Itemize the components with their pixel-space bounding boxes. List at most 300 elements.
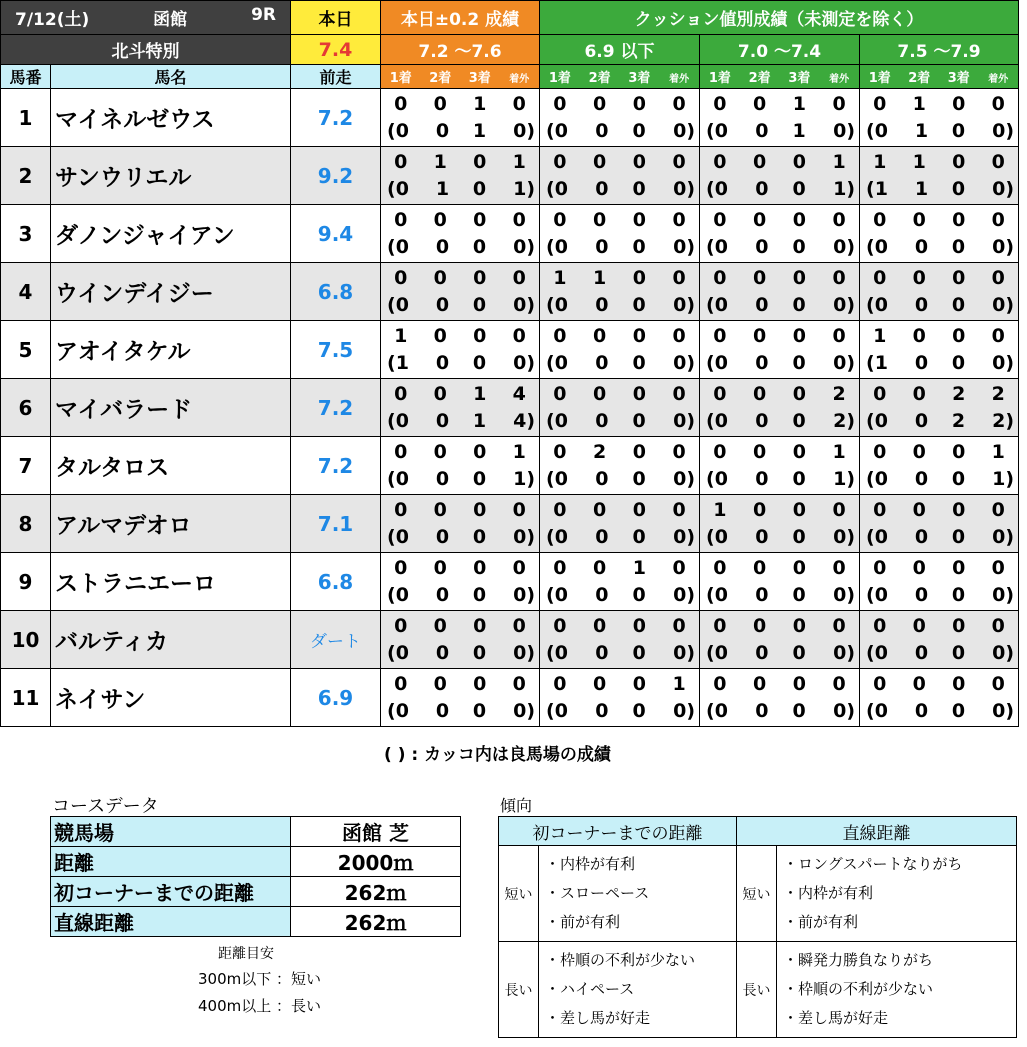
result-count xyxy=(461,524,498,551)
horse-number: 8 xyxy=(1,495,51,553)
count-value: 0 xyxy=(672,208,686,231)
count-value: 0 xyxy=(473,440,487,463)
result-count xyxy=(580,207,620,234)
result-count xyxy=(583,408,620,435)
result-count xyxy=(583,698,620,725)
count-value: 1 xyxy=(395,351,409,374)
result-count xyxy=(540,91,580,118)
count-value: 0 xyxy=(435,525,450,548)
count-value: 0 xyxy=(593,208,607,231)
result-count: (0 xyxy=(546,583,568,606)
result-group-4 xyxy=(860,553,1019,611)
count-value: 0 xyxy=(673,641,687,664)
count-value: 0 xyxy=(595,583,609,606)
result-count xyxy=(781,234,818,261)
result-count xyxy=(903,234,940,261)
result-count xyxy=(460,671,500,698)
result-group-3 xyxy=(700,495,860,553)
tendency-title: 傾向 xyxy=(500,796,533,815)
results-good-track xyxy=(860,350,1018,377)
count-value: 0 xyxy=(554,583,568,606)
course-value: 2000ｍ xyxy=(291,847,461,877)
result-count: 0) xyxy=(833,699,855,722)
list-item: ・内枠が有利 xyxy=(783,884,874,902)
results-all xyxy=(860,671,1018,698)
result-count: 0) xyxy=(673,467,695,490)
count-value: 0 xyxy=(632,440,646,463)
result-count xyxy=(659,265,699,292)
result-count xyxy=(781,640,818,667)
result-count xyxy=(979,671,1019,698)
course-value: 函館 芝 xyxy=(291,817,461,847)
result-count xyxy=(781,698,818,725)
count-value: 0 xyxy=(395,467,409,490)
count-value: 2 xyxy=(951,409,966,432)
horse-number: 3 xyxy=(1,205,51,263)
count-value: 0 xyxy=(595,293,609,316)
table-row xyxy=(1,669,1019,727)
subcol-label: 着外 xyxy=(829,74,850,85)
result-count: (0 xyxy=(706,409,728,432)
result-count xyxy=(743,524,780,551)
result-count xyxy=(421,207,461,234)
result-count xyxy=(381,613,421,640)
result-count xyxy=(743,582,780,609)
result-count xyxy=(939,91,979,118)
count-value: 0 xyxy=(833,351,847,374)
count-value: 0 xyxy=(952,672,966,695)
count-value: 0 xyxy=(755,525,769,548)
count-value: 0 xyxy=(714,409,728,432)
result-count: (0 xyxy=(866,409,888,432)
count-value: 0 xyxy=(673,351,687,374)
result-count xyxy=(900,91,940,118)
count-value: 0 xyxy=(672,440,686,463)
count-value: 0 xyxy=(753,672,767,695)
count-value: 0 xyxy=(713,672,727,695)
count-value: 0 xyxy=(874,641,888,664)
count-value: 0 xyxy=(672,556,686,579)
subcol-label: 2着 xyxy=(429,71,452,86)
result-count: (0 xyxy=(387,641,409,664)
result-count xyxy=(540,207,580,234)
result-count xyxy=(580,613,620,640)
result-count xyxy=(461,640,498,667)
count-value: 0 xyxy=(513,525,527,548)
result-group-2 xyxy=(540,205,700,263)
result-count xyxy=(939,323,979,350)
count-value: 1 xyxy=(833,177,847,200)
subcol-label: 着外 xyxy=(669,74,690,85)
subcols-group-2 xyxy=(540,65,700,89)
result-count: (0 xyxy=(706,467,728,490)
result-count xyxy=(659,613,699,640)
horse-name: マイバラード xyxy=(51,379,291,437)
result-count xyxy=(461,466,498,493)
count-value: 0 xyxy=(472,641,487,664)
result-count xyxy=(381,323,421,350)
results-all xyxy=(381,497,539,524)
count-value: 0 xyxy=(833,641,847,664)
count-value: 0 xyxy=(473,672,487,695)
result-count xyxy=(781,118,818,145)
result-count xyxy=(860,323,900,350)
result-count xyxy=(659,91,699,118)
count-value: 0 xyxy=(673,467,687,490)
count-value: 0 xyxy=(595,409,609,432)
result-count xyxy=(940,698,977,725)
result-group-3 xyxy=(700,437,860,495)
results-good-track xyxy=(700,582,859,609)
result-count xyxy=(540,613,580,640)
result-count xyxy=(819,149,859,176)
results-good-track xyxy=(700,408,859,435)
count-value: 0 xyxy=(792,235,806,258)
table-row xyxy=(1,495,1019,553)
count-value: 0 xyxy=(672,150,686,173)
count-value: 0 xyxy=(435,699,450,722)
result-group-1 xyxy=(381,495,540,553)
result-count: (0 xyxy=(866,583,888,606)
result-count xyxy=(421,149,461,176)
count-value: 0 xyxy=(792,177,806,200)
result-group-4 xyxy=(860,495,1019,553)
subcols-group-3 xyxy=(700,65,860,89)
list-item: ・瞬発力勝負なりがち xyxy=(783,951,934,969)
results-all xyxy=(381,91,539,118)
result-count: 0) xyxy=(833,583,855,606)
results-good-track xyxy=(540,640,699,667)
results-good-track xyxy=(381,698,539,725)
count-value: 0 xyxy=(833,119,847,142)
horse-number: 2 xyxy=(1,147,51,205)
count-value: 0 xyxy=(513,293,527,316)
result-count xyxy=(780,613,820,640)
result-count: (0 xyxy=(387,525,409,548)
results-good-track xyxy=(700,176,859,203)
results-good-track xyxy=(381,292,539,319)
result-count xyxy=(583,582,620,609)
result-count xyxy=(381,149,421,176)
count-value: 0 xyxy=(632,525,646,548)
result-count xyxy=(819,323,859,350)
results-good-track xyxy=(540,350,699,377)
table-row xyxy=(1,379,1019,437)
results-good-track xyxy=(860,640,1018,667)
count-value: 0 xyxy=(951,699,966,722)
table-row xyxy=(1,263,1019,321)
count-value: 0 xyxy=(833,235,847,258)
count-value: 0 xyxy=(554,699,568,722)
result-count xyxy=(461,408,498,435)
count-value: 0 xyxy=(874,235,888,258)
count-value: 0 xyxy=(713,556,727,579)
result-count xyxy=(979,497,1019,524)
count-value: 0 xyxy=(435,293,450,316)
subcol-label: 3着 xyxy=(468,71,491,86)
result-count: 0) xyxy=(513,119,535,142)
result-count: 2) xyxy=(992,409,1014,432)
result-count xyxy=(460,555,500,582)
prev-cushion: 7.1 xyxy=(291,495,381,553)
count-value: 0 xyxy=(595,641,609,664)
subcol-label: 1着 xyxy=(708,71,731,86)
count-value: 0 xyxy=(792,266,806,289)
count-value: 0 xyxy=(753,92,767,115)
result-count xyxy=(580,381,620,408)
count-value: 0 xyxy=(873,382,887,405)
result-count: (0 xyxy=(706,525,728,548)
count-value: 0 xyxy=(512,614,526,637)
count-value: 0 xyxy=(593,382,607,405)
result-count xyxy=(939,265,979,292)
result-count xyxy=(500,497,540,524)
count-value: 0 xyxy=(394,440,408,463)
result-count xyxy=(500,555,540,582)
count-value: 0 xyxy=(992,119,1006,142)
count-value: 0 xyxy=(714,525,728,548)
result-count xyxy=(979,555,1019,582)
results-good-track xyxy=(700,640,859,667)
result-count xyxy=(819,671,859,698)
result-count xyxy=(461,234,498,261)
result-count xyxy=(580,265,620,292)
count-value: 0 xyxy=(912,208,926,231)
count-value: 1 xyxy=(553,266,567,289)
straight-long-items xyxy=(777,942,1017,1038)
count-value: 0 xyxy=(873,556,887,579)
count-value: 0 xyxy=(873,266,887,289)
result-count xyxy=(979,149,1019,176)
result-count xyxy=(461,118,498,145)
result-count xyxy=(819,381,859,408)
result-count xyxy=(461,582,498,609)
result-count: (0 xyxy=(546,119,568,142)
result-count: (0 xyxy=(706,177,728,200)
prev-cushion: 6.9 xyxy=(291,669,381,727)
result-count xyxy=(780,207,820,234)
result-count: 0) xyxy=(673,525,695,548)
result-count xyxy=(700,207,740,234)
result-count xyxy=(740,613,780,640)
count-value: 0 xyxy=(435,467,450,490)
results-good-track xyxy=(860,698,1018,725)
result-count xyxy=(979,207,1019,234)
count-value: 0 xyxy=(992,525,1006,548)
count-value: 0 xyxy=(632,177,646,200)
results-all xyxy=(700,149,859,176)
result-group-3 xyxy=(700,611,860,669)
result-group-1 xyxy=(381,379,540,437)
count-value: 0 xyxy=(874,583,888,606)
horse-number: 6 xyxy=(1,379,51,437)
count-value: 1 xyxy=(873,324,887,347)
list-item: ・ハイペース xyxy=(545,980,635,998)
result-count xyxy=(940,176,977,203)
result-count xyxy=(743,466,780,493)
result-count xyxy=(621,466,658,493)
results-good-track xyxy=(700,350,859,377)
count-value: 0 xyxy=(395,177,409,200)
horse-number: 5 xyxy=(1,321,51,379)
count-value: 1 xyxy=(914,119,929,142)
result-group-2 xyxy=(540,553,700,611)
result-count xyxy=(781,582,818,609)
count-value: 0 xyxy=(991,556,1005,579)
result-count xyxy=(659,207,699,234)
count-value: 0 xyxy=(472,235,487,258)
result-count: (0 xyxy=(866,119,888,142)
results-all xyxy=(540,207,699,234)
count-value: 0 xyxy=(991,672,1005,695)
count-value: 0 xyxy=(473,324,487,347)
result-count xyxy=(659,381,699,408)
subcols-group-1 xyxy=(381,65,540,89)
horse-number: 4 xyxy=(1,263,51,321)
count-value: 4 xyxy=(512,382,526,405)
result-count xyxy=(900,671,940,698)
result-count: 0) xyxy=(673,699,695,722)
subcol-label: 着外 xyxy=(509,74,530,85)
count-value: 1 xyxy=(632,556,646,579)
count-value: 1 xyxy=(473,382,487,405)
result-group-4 xyxy=(860,321,1019,379)
results-all xyxy=(700,671,859,698)
subcol-label: 着外 xyxy=(988,74,1009,85)
count-value: 0 xyxy=(513,119,527,142)
result-count xyxy=(460,323,500,350)
range-2: 6.9 以下 xyxy=(540,35,700,65)
count-value: 1 xyxy=(472,409,487,432)
result-group-1 xyxy=(381,437,540,495)
count-value: 0 xyxy=(394,382,408,405)
count-value: 0 xyxy=(792,409,806,432)
count-value: 0 xyxy=(755,293,769,316)
count-value: 0 xyxy=(595,351,609,374)
count-value: 0 xyxy=(792,525,806,548)
course-data-table xyxy=(50,816,461,937)
count-value: 0 xyxy=(473,498,487,521)
result-count xyxy=(819,265,859,292)
count-value: 0 xyxy=(951,293,966,316)
table-row xyxy=(1,321,1019,379)
count-value: 0 xyxy=(473,150,487,173)
result-count xyxy=(903,466,940,493)
result-count xyxy=(583,176,620,203)
result-count xyxy=(583,640,620,667)
result-count: 0) xyxy=(833,641,855,664)
results-all xyxy=(860,555,1018,582)
result-count xyxy=(583,524,620,551)
result-count xyxy=(700,555,740,582)
count-value: 0 xyxy=(473,614,487,637)
course-row xyxy=(51,877,461,907)
paren-note: ( ) : カッコ内は良馬場の成績 xyxy=(384,745,611,765)
result-group-2 xyxy=(540,437,700,495)
count-value: 0 xyxy=(395,525,409,548)
count-value: 0 xyxy=(512,672,526,695)
results-all xyxy=(381,671,539,698)
count-value: 0 xyxy=(595,119,609,142)
result-count xyxy=(659,149,699,176)
result-count: (0 xyxy=(706,699,728,722)
count-value: 0 xyxy=(753,208,767,231)
count-value: 0 xyxy=(992,351,1006,374)
result-group-2 xyxy=(540,495,700,553)
result-count xyxy=(819,613,859,640)
result-count: (0 xyxy=(546,177,568,200)
count-value: 0 xyxy=(992,699,1006,722)
count-value: 0 xyxy=(554,177,568,200)
result-count xyxy=(540,323,580,350)
results-all xyxy=(540,555,699,582)
result-group-3 xyxy=(700,669,860,727)
count-value: 0 xyxy=(914,699,929,722)
count-value: 0 xyxy=(435,235,450,258)
subcol-label: 1着 xyxy=(868,71,891,86)
result-count xyxy=(460,439,500,466)
result-count xyxy=(740,265,780,292)
count-value: 0 xyxy=(914,235,929,258)
result-count: (0 xyxy=(866,467,888,490)
result-group-4 xyxy=(860,611,1019,669)
range-4: 7.5 ～7.9 xyxy=(860,35,1019,65)
result-count: 0) xyxy=(992,699,1014,722)
horse-name: アルマデオロ xyxy=(51,495,291,553)
horse-number: 1 xyxy=(1,89,51,147)
result-count: 0) xyxy=(992,351,1014,374)
result-count: (0 xyxy=(546,699,568,722)
count-value: 2 xyxy=(991,382,1005,405)
result-count xyxy=(860,381,900,408)
count-value: 0 xyxy=(593,672,607,695)
result-count xyxy=(743,350,780,377)
count-value: 0 xyxy=(832,266,846,289)
result-count xyxy=(700,439,740,466)
result-count xyxy=(903,524,940,551)
results-good-track xyxy=(381,466,539,493)
course-row xyxy=(51,817,461,847)
result-count xyxy=(421,555,461,582)
result-count xyxy=(621,582,658,609)
results-all xyxy=(700,91,859,118)
prev-cushion: 7.2 xyxy=(291,437,381,495)
count-value: 0 xyxy=(873,92,887,115)
result-count xyxy=(903,408,940,435)
count-value: 1 xyxy=(713,498,727,521)
result-count: 0) xyxy=(513,583,535,606)
count-value: 0 xyxy=(951,119,966,142)
result-count xyxy=(819,439,859,466)
count-value: 0 xyxy=(873,208,887,231)
result-count: 0) xyxy=(673,583,695,606)
count-value: 0 xyxy=(512,92,526,115)
count-value: 0 xyxy=(672,614,686,637)
count-value: 0 xyxy=(433,266,447,289)
race-number: 9R xyxy=(251,5,276,25)
count-value: 0 xyxy=(992,641,1006,664)
result-count xyxy=(620,671,660,698)
subcol-label: 2着 xyxy=(748,71,771,86)
count-value: 0 xyxy=(554,293,568,316)
count-value: 0 xyxy=(632,119,646,142)
count-value: 0 xyxy=(632,409,646,432)
result-count: 0) xyxy=(992,293,1014,316)
count-value: 0 xyxy=(912,266,926,289)
today-label: 本日 xyxy=(291,1,381,35)
result-count xyxy=(500,265,540,292)
col-number: 馬番 xyxy=(1,65,51,89)
